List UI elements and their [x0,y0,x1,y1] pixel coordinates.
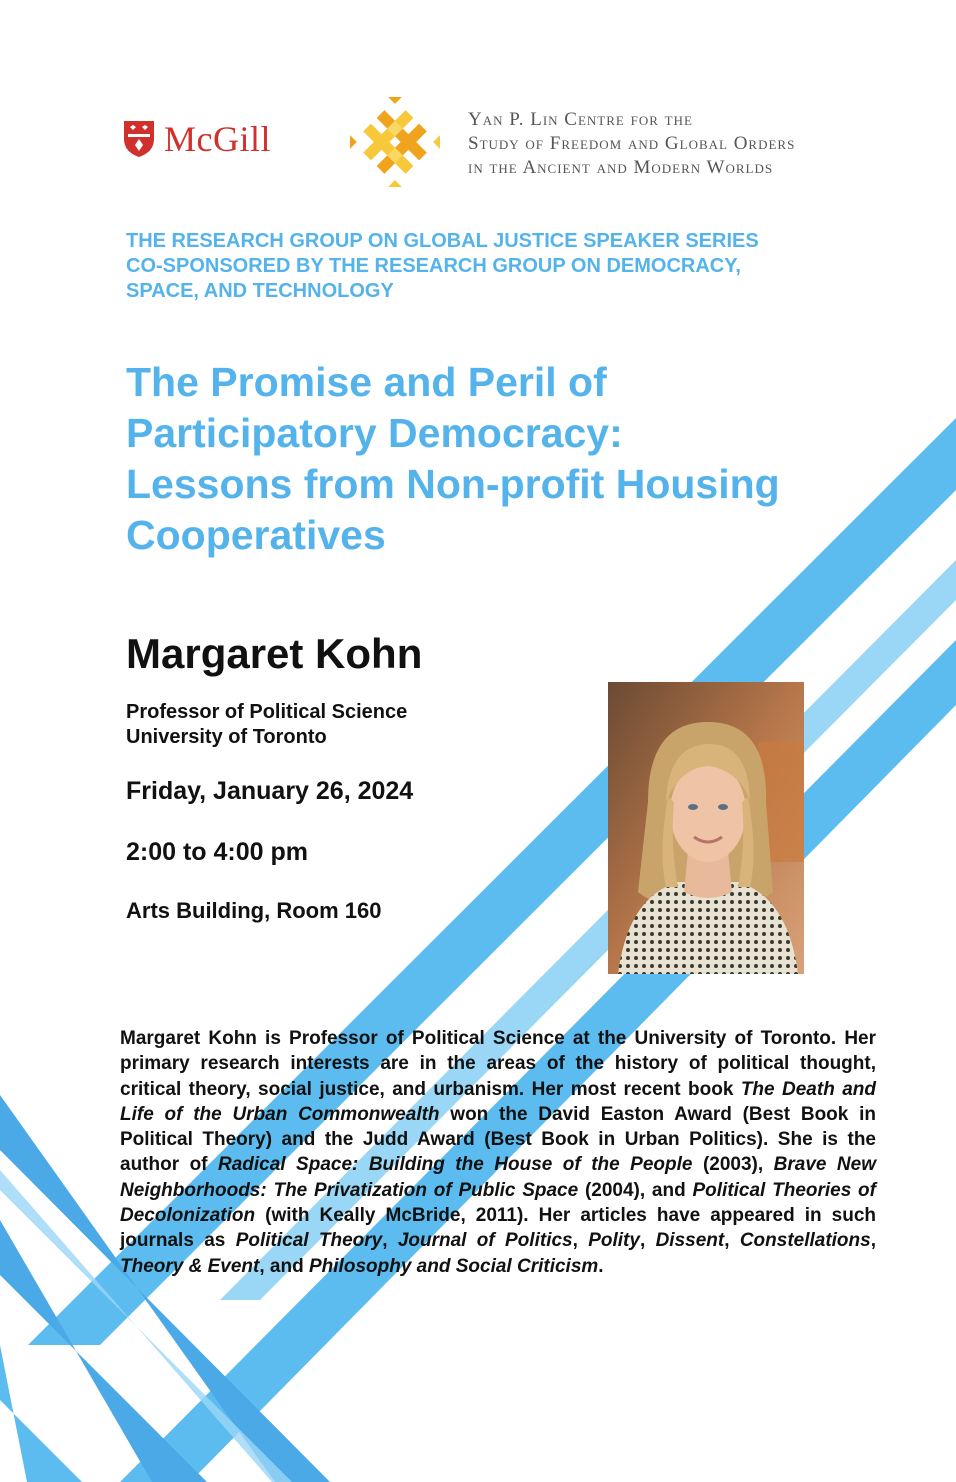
bio-text: Margaret Kohn is Professor of Political Science at the University of Toronto. Her primary research interests are in the areas of the history of political thought, critical theory, social justice, and urbanism. Her most recent book [120,1028,876,1100]
bio-text: (2004), and [578,1179,693,1201]
event-time: 2:00 to 4:00 pm [126,838,309,866]
bio-separator: , and [259,1255,309,1277]
bio-book-title: Radical Space: Building the House of the People [218,1154,693,1176]
mcgill-wordmark: McGill [164,119,271,159]
bio-journal-title: Dissent [655,1230,725,1252]
lin-centre-logo-icon [350,97,440,187]
title-line-4: Cooperatives [126,512,386,558]
bio-text: (with Keally McBride, 2011). Her articles have appeared in such journals as [120,1205,876,1252]
bio-journal-title: Journal of Politics [397,1230,573,1252]
bio-journal-title: Philosophy and Social Criticism [309,1255,599,1277]
centre-name-line-1: Yan P. Lin Centre for the [468,109,693,130]
bio-separator: , [724,1230,740,1252]
title-line-3: Lessons from Non-profit Housing [126,461,780,507]
bio-separator: , [572,1230,589,1252]
bio-book-title: Brave New Neighborhoods: The Privatization of Public Space [120,1154,876,1201]
talk-title [126,357,866,561]
centre-name [468,108,938,180]
speaker-portrait [608,682,804,974]
bio-text: (2003), [692,1154,774,1176]
series-heading [126,229,846,304]
event-date: Friday, January 26, 2024 [126,777,414,805]
bio-separator: , [639,1230,656,1252]
mcgill-crest-icon [122,119,156,159]
speaker-name: Margaret Kohn [126,630,423,677]
series-line-3: SPACE, AND TECHNOLOGY [126,280,394,302]
title-line-1: The Promise and Peril of [126,359,607,405]
bio-book-title: Political Theories of Decolonization [120,1179,876,1227]
bio-separator: , [382,1230,398,1252]
series-line-1: THE RESEARCH GROUP ON GLOBAL JUSTICE SPEAKER SERIES [126,230,759,252]
speaker-bio [120,1026,876,1279]
stripe-cross-3 [0,1345,82,1482]
mcgill-logo [122,118,271,160]
series-line-2: CO-SPONSORED BY THE RESEARCH GROUP ON DEMOCRACY, [126,255,741,277]
bio-journal-title: Constellations [739,1230,871,1252]
bio-separator: , [870,1230,876,1252]
bio-journal-title: Polity [588,1230,640,1252]
speaker-institution: University of Toronto [126,726,327,748]
bio-text: won the David Easton Award (Best Book in Political Theory) and the Judd Award (Best Book in Urban Politics). She is the author of [120,1103,876,1176]
bio-book-title: The Death and Life of the Urban Commonwealth [120,1078,876,1125]
bio-journal-title: Theory & Event [120,1255,260,1277]
centre-name-line-2: Study of Freedom and Global Orders [468,133,796,154]
centre-name-line-3: in the Ancient and Modern Worlds [468,157,774,178]
speaker-position: Professor of Political Science [126,701,408,723]
title-line-2: Participatory Democracy: [126,410,623,456]
event-location: Arts Building, Room 160 [126,898,382,923]
bio-text: . [598,1255,604,1277]
speaker-affiliation [126,700,407,750]
bio-journal-title: Political Theory [235,1230,383,1252]
